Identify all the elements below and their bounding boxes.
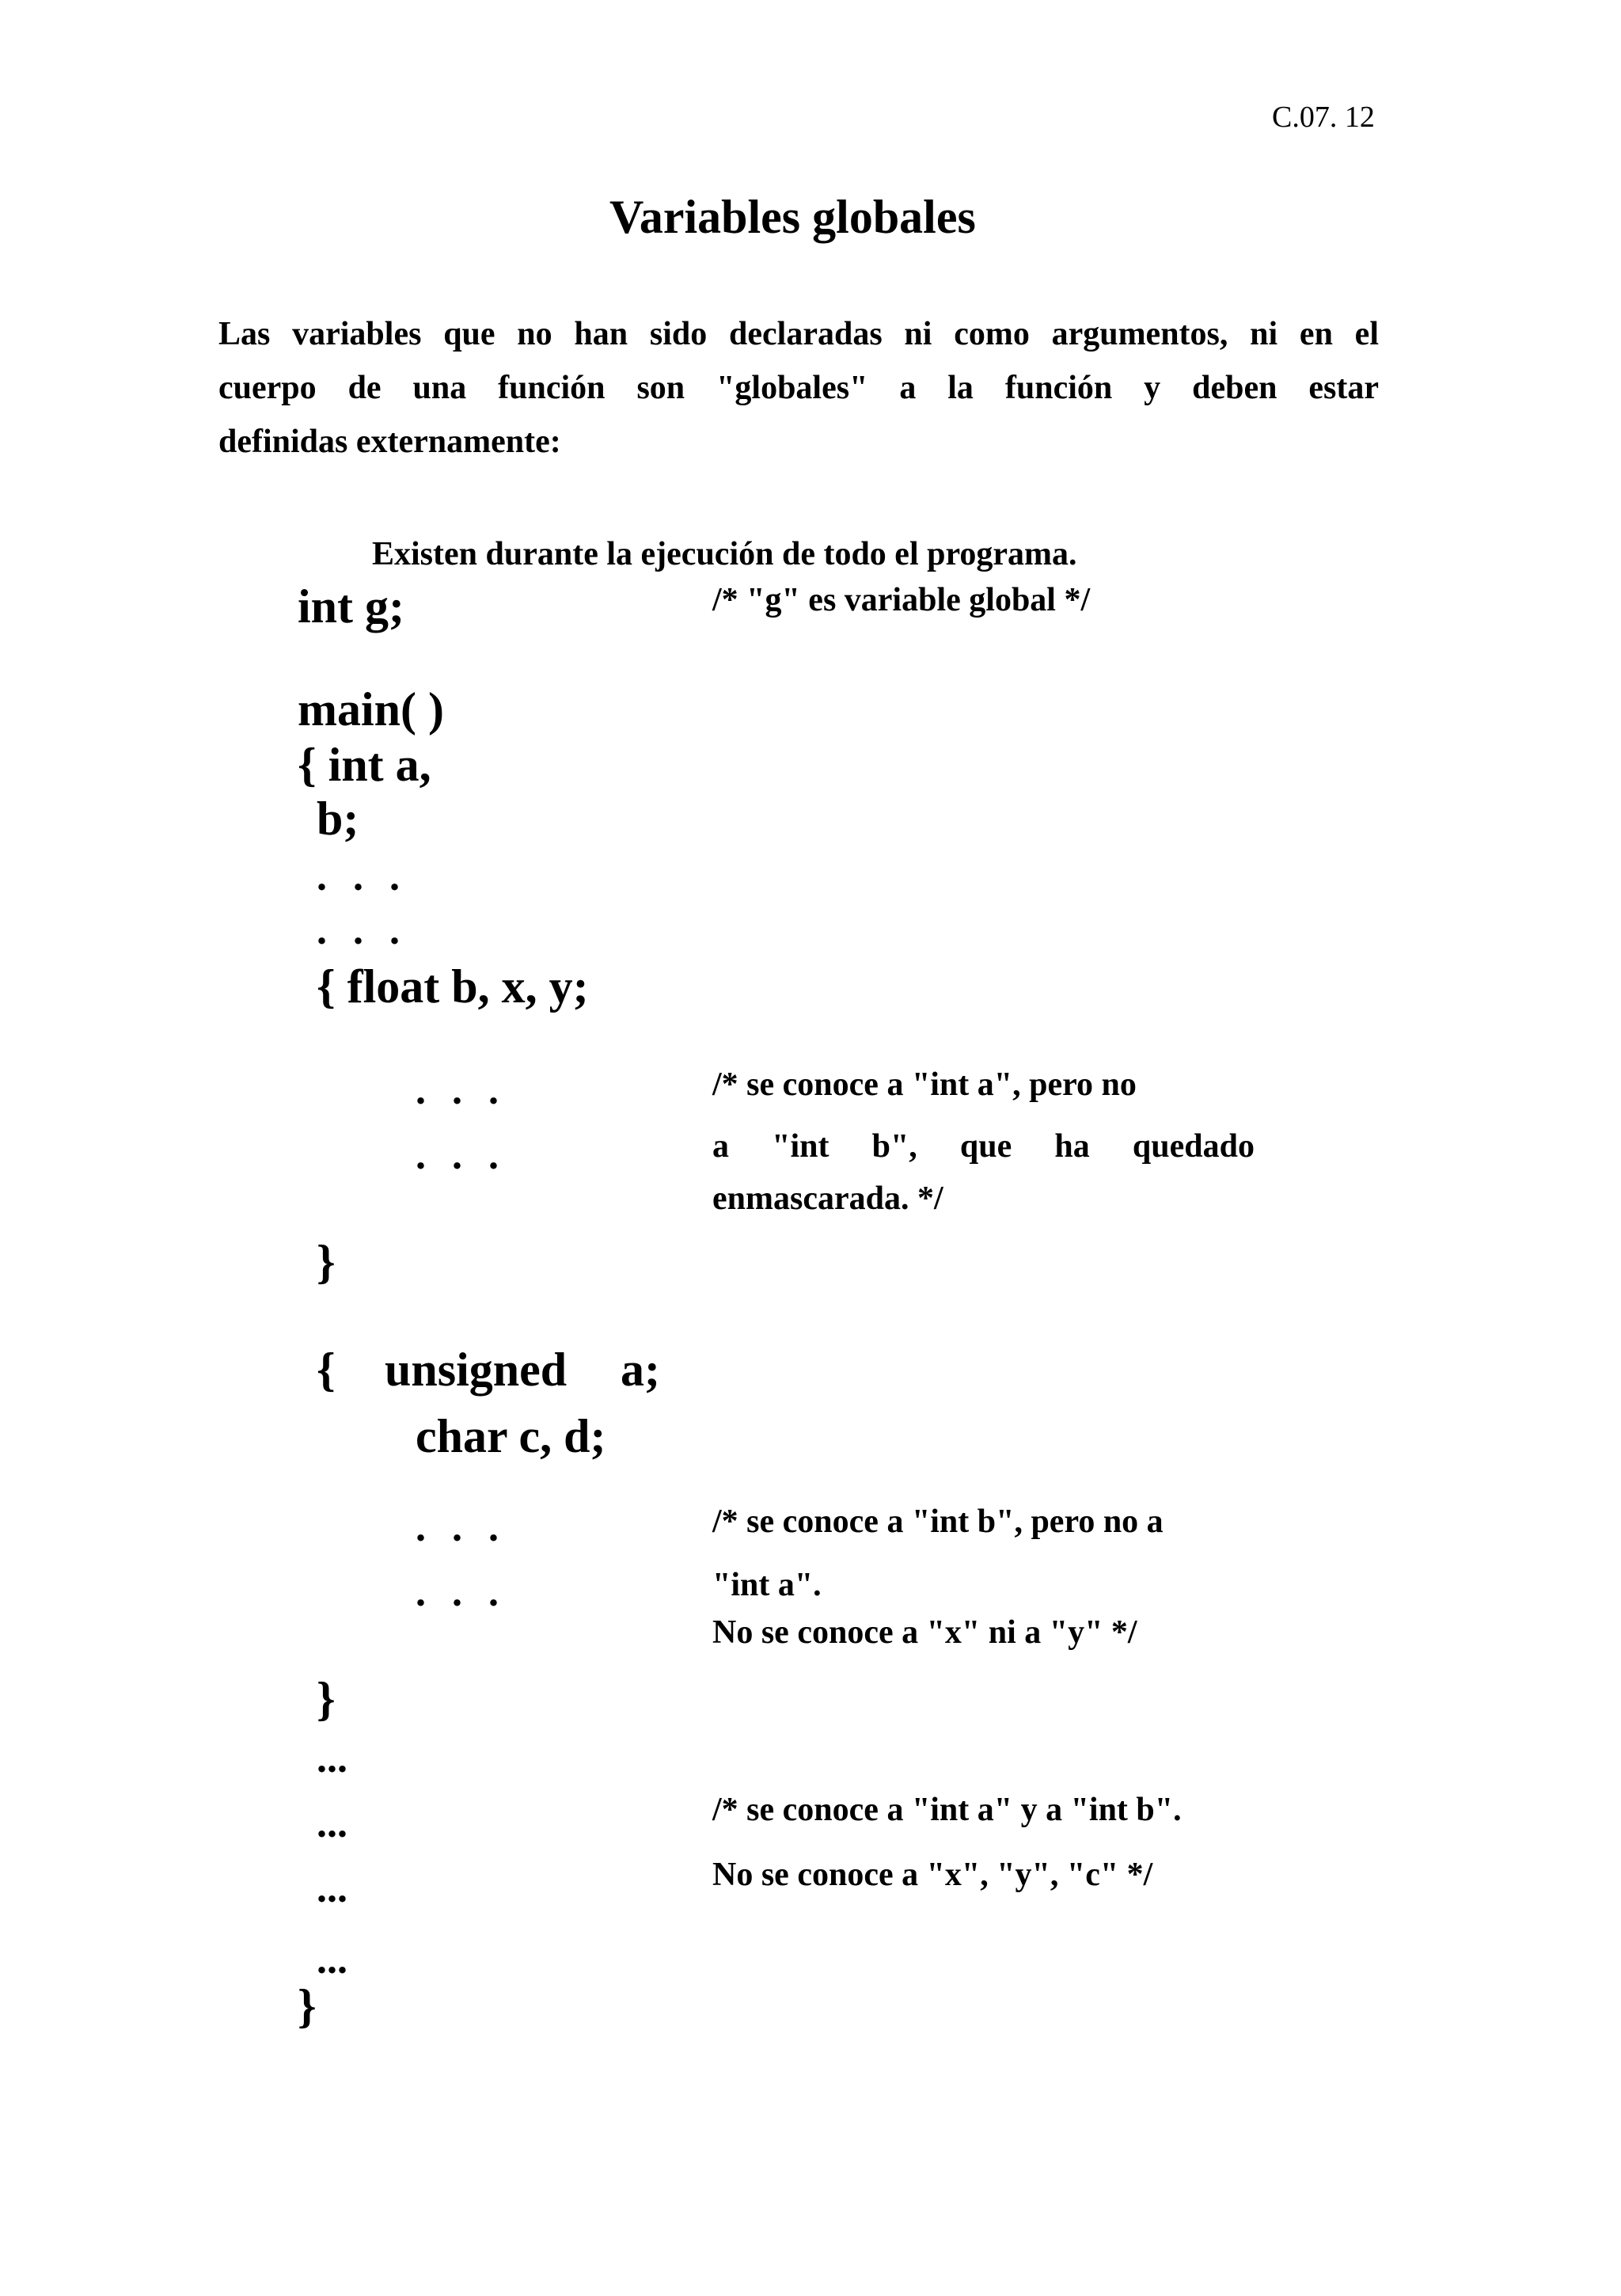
code-close-brace-1: } <box>317 1236 336 1288</box>
code-int-a: { int a, <box>298 739 431 791</box>
page-number: C.07. 12 <box>1272 101 1375 134</box>
comment-unsigned-3: No se conoce a "x" ni a "y" */ <box>712 1614 1137 1651</box>
code-ellipsis-2: . . . <box>317 908 408 953</box>
comment-main-2: No se conoce a "x", "y", "c" */ <box>712 1857 1153 1893</box>
intro-line-2: cuerpo de una función son "globales" a la función y deben estar <box>218 370 1379 406</box>
comment-main-1: /* se conoce a "int a" y a "int b". <box>712 1792 1182 1828</box>
code-ellipsis-9: ... <box>317 1866 347 1911</box>
code-unsigned-var: a; <box>621 1344 660 1396</box>
page-title: Variables globales <box>609 191 976 243</box>
code-close-brace-2: } <box>317 1673 336 1725</box>
intro-line-3: definidas externamente: <box>218 424 561 460</box>
code-int-g: int g; <box>298 580 404 633</box>
code-close-brace-main: } <box>298 1980 317 2032</box>
code-ellipsis-10: ... <box>317 1937 347 1982</box>
code-ellipsis-5: . . . <box>416 1505 507 1550</box>
code-ellipsis-1: . . . <box>317 854 408 899</box>
intro-line-1: Las variables que no han sido declaradas ni como argumentos, ni en el <box>218 316 1379 352</box>
code-b: b; <box>317 793 359 845</box>
comment-float-2: a "int b", que ha quedado <box>712 1128 1255 1165</box>
code-main: main( ) <box>298 683 444 736</box>
code-ellipsis-7: ... <box>317 1736 347 1781</box>
comment-float-1: /* se conoce a "int a", pero no <box>712 1066 1137 1103</box>
code-ellipsis-4: . . . <box>416 1133 507 1178</box>
comment-unsigned-2: "int a". <box>712 1567 822 1603</box>
comment-global: /* "g" es variable global */ <box>712 582 1091 618</box>
code-unsigned-keyword: unsigned <box>385 1344 568 1396</box>
code-ellipsis-8: ... <box>317 1801 347 1846</box>
intro-paragraph <box>218 307 1379 469</box>
comment-unsigned-1: /* se conoce a "int b", pero no a <box>712 1503 1164 1540</box>
code-open-brace: { <box>317 1344 336 1396</box>
code-ellipsis-6: . . . <box>416 1570 507 1615</box>
comment-float-3: enmascarada. */ <box>712 1180 943 1217</box>
lifetime-note: Existen durante la ejecución de todo el programa. <box>372 536 1077 572</box>
code-char-decl: char c, d; <box>416 1410 606 1462</box>
code-float-block: { float b, x, y; <box>317 960 589 1013</box>
code-ellipsis-3: . . . <box>416 1068 507 1113</box>
